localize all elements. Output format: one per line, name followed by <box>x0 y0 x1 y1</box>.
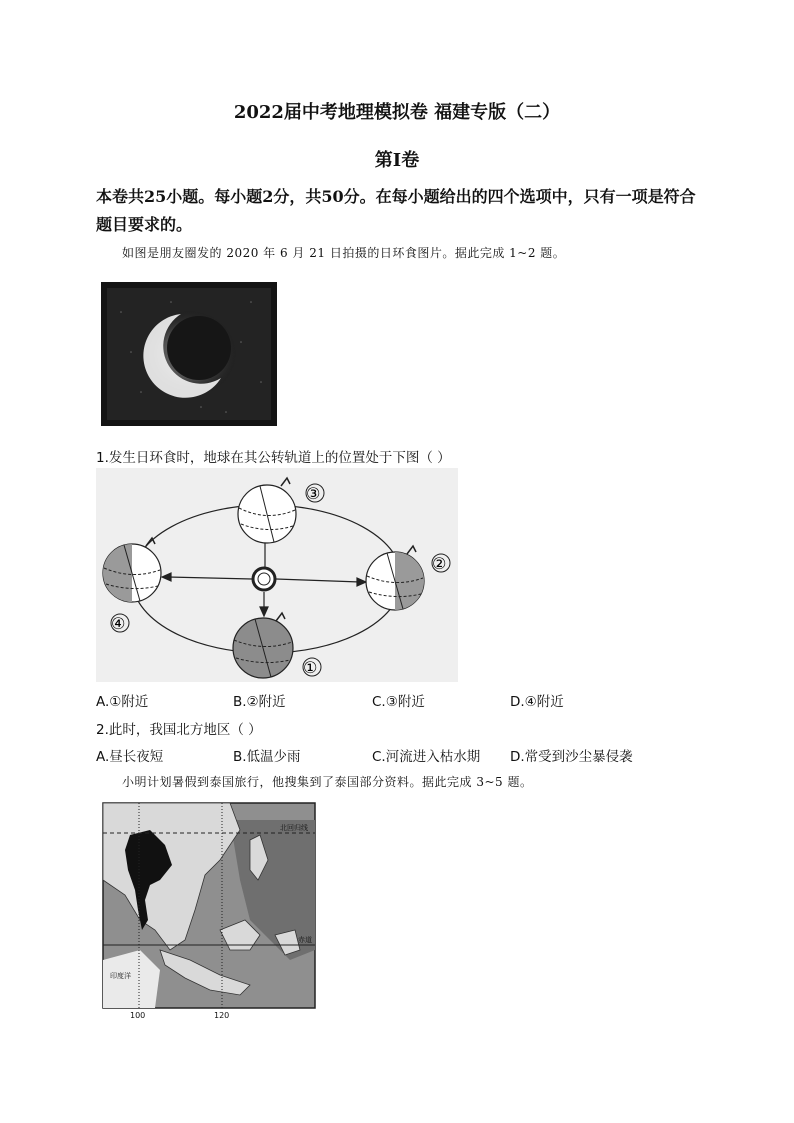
q1-option-c: C.③附近 <box>372 694 425 710</box>
material-1: 如图是朋友圈发的 2020 年 6 月 21 日拍摄的日环食图片。据此完成 1~2 题。 <box>122 246 566 260</box>
section-title: 第I卷 <box>374 150 420 171</box>
q2-option-b: B.低温少雨 <box>233 749 301 765</box>
lon-100-label: 100 <box>130 1011 146 1020</box>
southeast-asia-map <box>100 800 320 1020</box>
label-pos-4: ④ <box>111 614 126 633</box>
q2-option-c: C.河流进入枯水期 <box>372 749 481 765</box>
paper-title: 2022届中考地理模拟卷 福建专版（二） <box>233 102 561 123</box>
question-1-stem: 1.发生日环食时，地球在其公转轨道上的位置处于下图（ ） <box>96 450 451 466</box>
question-2-stem: 2.此时，我国北方地区（ ） <box>96 722 262 738</box>
annular-eclipse-photo <box>101 282 277 426</box>
q2-option-d: D.常受到沙尘暴侵袭 <box>510 749 633 765</box>
q1-option-b: B.②附近 <box>233 694 286 710</box>
label-pos-1: ① <box>303 658 318 677</box>
ocean-label: 印度洋 <box>110 972 131 980</box>
q1-option-a: A.①附近 <box>96 694 149 710</box>
tropic-label: 北回归线 <box>280 824 308 832</box>
material-2: 小明计划暑假到泰国旅行，他搜集到了泰国部分资料。据此完成 3~5 题。 <box>122 775 533 789</box>
lon-120-label: 120 <box>214 1011 230 1020</box>
instructions: 本卷共25小题。每小题2分，共50分。在每小题给出的四个选项中，只有一项是符合题目要求的。 <box>96 187 696 234</box>
label-pos-3: ③ <box>306 484 321 503</box>
label-pos-2: ② <box>432 554 447 573</box>
equator-label: 赤道 <box>298 936 312 944</box>
q1-option-d: D.④附近 <box>510 694 564 710</box>
q2-option-a: A.昼长夜短 <box>96 749 164 765</box>
earth-orbit-diagram <box>96 468 458 682</box>
